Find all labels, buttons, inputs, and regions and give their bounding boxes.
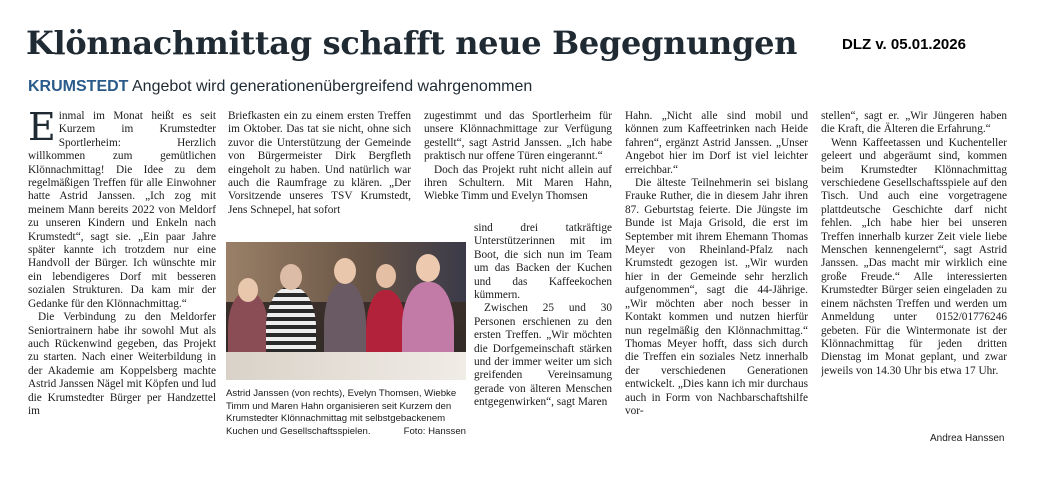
paragraph: Die älteste Teilnehmerin sei bislang Frauke Ruther, die in diesem Jahr ihren 87. Geburtstag feierte. Die Jüngste im Bunde ist Maja Grisold, die erst im September mit ihrem Ehemann Thomas Meyer von Rheinland-Pfalz nach Krumstedt gezogen ist. „Wir wurden hier in der Gemeinde sehr herzlich aufgenommen“, sagt die 44-Jährige. „Wir möchten aber noch besser in Kontakt kommen und nutzen hierfür nun regelmäßig den Klönnachmittag.“ Thomas Meyer hofft, dass sich durch die Treffen ein soziales Netz innerhalb der verschiedenen Generationen entwickelt. „Dies kann ich mir durchaus auch in Form von Nachbarschaftshilfe vor- <box>625 177 808 417</box>
location-tag: KRUMSTEDT <box>28 78 129 95</box>
article-column-3 <box>424 110 612 220</box>
headline: Klönnachmittag schafft neue Begegnungen <box>26 24 798 62</box>
paragraph: zugestimmt und das Sportlerheim für unsere Klönnachmittage zur Verfügung gestellt“, sagt Astrid Janssen. „Ich habe praktisch nur offene Türen eingerannt.“ <box>424 110 612 163</box>
paragraph: Hahn. „Nicht alle sind mobil und können zum Kaffeetrinken nach Heide fahren“, ergänzt Astrid Janssen. „Unser Angebot hier im Dorf ist viel leichter erreichbar.“ <box>625 110 808 176</box>
paragraph: Doch das Projekt ruht nicht allein auf ihren Schultern. Mit Maren Hahn, Wiebke Timm und Evelyn Thomsen <box>424 163 612 203</box>
paragraph: Zwischen 25 und 30 Personen erschienen zu den ersten Treffen. „Wir möchten die Dorfgemeinschaft stärken und der immer weiter um sich greifenden Vereinsamung gerade von älteren Menschen entgegenwirken“, sagt Maren <box>474 302 612 409</box>
paragraph: stellen“, sagt er. „Wir Jüngeren haben die Kraft, die Älteren die Erfahrung.“ <box>821 110 1007 136</box>
article-column-4 <box>625 110 808 418</box>
article-column-3-continued <box>474 222 612 410</box>
paragraph <box>28 105 216 311</box>
paragraph: Briefkasten ein zu einem ersten Treffen im Oktober. Das tat sie nicht, ohne sich zuvor die Unterstützung der Gemeinde von Bürgermeister Dirk Bergfleth eingeholt zu haben. Und natürlich war auch die Raumfrage zu klären. „Der Vorsitzende unseres TSV Krumstedt, Jens Schnepel, hat sofort <box>228 110 411 216</box>
drop-cap: E <box>28 105 56 149</box>
article-column-1 <box>28 105 216 418</box>
paragraph: Wenn Kaffeetassen und Kuchenteller geleert und abgeräumt sind, kommen beim Krumstedter Klönnachmittag verschiedene Gesellschaftsspiele auf den Tisch. Und auch eine vorgetragene plattdeutsche Geschichte darf nicht fehlen. „Ich habe hier bei unseren Treffen innerhalb kurzer Zeit viele liebe Menschen kennengelernt“, sagt Astrid Janssen. „Das macht mir wirklich eine große Freude.“ Alle interessierten Krumstedter Bürger seien eingeladen zu einem nächsten Treffen und werden um Anmeldung unter 0152/01776246 gebeten. Für die Wintermonate ist der Klönnachmittag für jeden dritten Dienstag im Monat geplant, und zwar jeweils von 14.30 Uhr bis etwa 17 Uhr. <box>821 136 1007 377</box>
article-photo <box>226 242 466 380</box>
subheadline <box>28 78 532 96</box>
photo-caption <box>226 388 466 438</box>
paragraph: sind drei tatkräftige Unterstützerinnen mit im Boot, die sich nun im Team um das Backen der Kuchen und das Kaffeekochen kümmern. <box>474 222 612 302</box>
paragraph: Die Verbindung zu den Meldorfer Seniortrainern habe ihr sowohl Mut als auch Rückenwind gegeben, das Projekt zu starten. Nach einer Weiterbildung in der Akademie am Koppelsberg machte Astrid Janssen Nägel mit Köpfen und lud die Krumstedter Bürger per Handzettel im <box>28 311 216 417</box>
dateline: DLZ v. 05.01.2026 <box>842 36 966 53</box>
photo-credit: Foto: Hanssen <box>403 425 466 437</box>
subheadline-text: Angebot wird generationenübergreifend wahrgenommen <box>132 78 533 95</box>
author-name: Andrea Hanssen <box>930 433 1005 444</box>
article-column-2 <box>228 110 411 242</box>
article-column-5 <box>821 110 1007 426</box>
paragraph-text: inmal im Monat heißt es seit Kurzem im Krumstedter Sportlerheim: Herzlich willkommen zum gemütlichen Klönnachmittag! Die Idee zu dem regelmäßigen Treffen für alle Einwohner hatte Astrid Janssen. „Ich zog mit meinem Mann bereits 2022 von Meldorf zu unseren Kindern und Enkeln nach Krumstedt“, sagt sie. „Ein paar Jahre später kannte ich trotzdem nur eine Handvoll der Bürger. Ich wünschte mir ein lebendigeres Dorf mit besseren sozialen Strukturen. Da kam mir der Gedanke für den Klönnachmittag.“ <box>28 110 216 310</box>
caption-text: Astrid Janssen (von rechts), Evelyn Thomsen, Wiebke Timm und Maren Hahn organisieren seit Kurzem den Krumstedter Klönnachmittag mit selbstgebackenem Kuchen und Gesellschaftsspielen. <box>226 388 457 437</box>
